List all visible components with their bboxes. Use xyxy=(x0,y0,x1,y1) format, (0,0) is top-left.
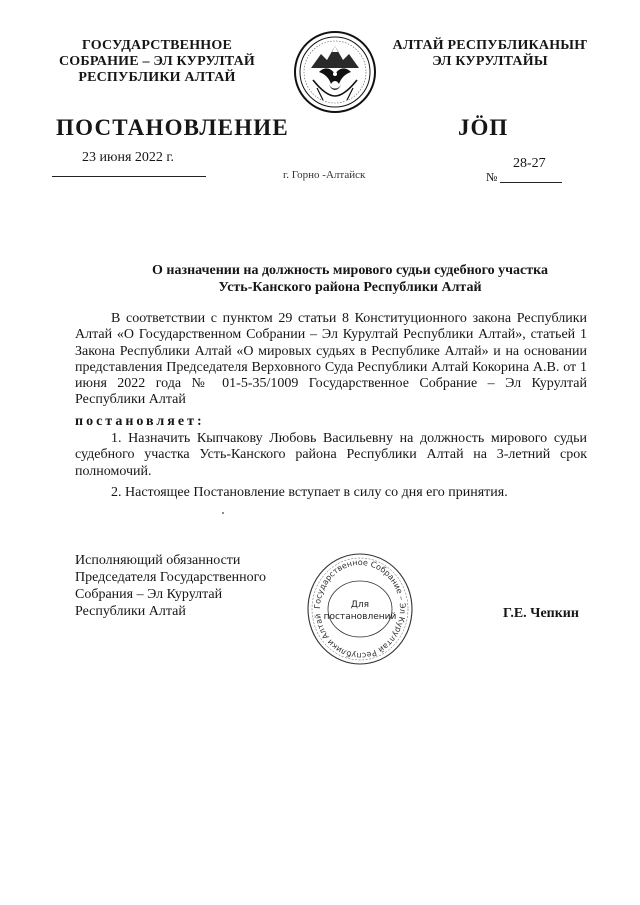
signatory-position xyxy=(75,552,266,620)
signatory-position-line: Республики Алтай xyxy=(75,604,186,619)
scan-speck xyxy=(222,512,224,514)
document-title-alt: JÖП xyxy=(458,115,509,140)
header-right-line: АЛТАЙ РЕСПУБЛИКАНЫҤ xyxy=(392,38,588,53)
number-label: № xyxy=(486,170,498,184)
header-left-organization xyxy=(48,38,266,86)
header-right-line: ЭЛ КУРУЛТАЙЫ xyxy=(432,54,548,69)
altai-coat-of-arms-icon xyxy=(293,30,377,114)
resolves-heading: постановляет: xyxy=(75,414,205,429)
signatory-position-line: Исполняющий обязанности xyxy=(75,553,241,568)
date-underline xyxy=(52,176,206,177)
signatory-name: Г.Е. Чепкин xyxy=(503,606,579,621)
subject-line: Усть-Канского района Республики Алтай xyxy=(218,280,482,295)
document-city: г. Горно -Алтайск xyxy=(283,169,366,181)
header-left-line: СОБРАНИЕ – ЭЛ КУРУЛТАЙ xyxy=(58,54,256,69)
document-title-ru: ПОСТАНОВЛЕНИЕ xyxy=(56,115,289,140)
stamp-ring-text: Государственное Собрание – Эл Курултай Республики Алтай xyxy=(312,557,408,661)
stamp-center-line: Для xyxy=(350,600,370,610)
document-number: 28-27 xyxy=(513,156,546,171)
header-left-line: ГОСУДАРСТВЕННОЕ xyxy=(82,38,232,53)
resolution-item-2: 2. Настоящее Постановление вступает в силу со дня его принятия. xyxy=(111,485,508,500)
document-date: 23 июня 2022 г. xyxy=(82,150,175,165)
header-right-organization xyxy=(385,38,595,70)
subject-line: О назначении на должность мирового судьи судебного участка xyxy=(152,263,548,278)
signatory-position-line: Председателя Государственного xyxy=(75,570,267,585)
header-left-line: РЕСПУБЛИКИ АЛТАЙ xyxy=(78,70,236,85)
document-subject xyxy=(100,262,600,296)
resolution-item-1: 1. Назначить Кыпчакову Любовь Васильевну на должность мирового судьи судебного участка Усть-Канского района Республики Алтай на 3-летний срок полномочий. xyxy=(75,431,587,479)
stamp-center-line: постановлений xyxy=(323,612,397,622)
number-underline xyxy=(500,182,562,183)
signatory-position-line: Собрания – Эл Курултай xyxy=(75,587,223,602)
preamble-paragraph: В соответствии с пунктом 29 статьи 8 Конституционного закона Республики Алтай «О Государственном Собрании – Эл Курултай Республики Алтай», статьей 1 Закона Республики Алтай «О мировых судьях в Республике Алтай» и на основании представления Председателя Верховного Суда Республики Алтай Кокорина А.В. от 1 июня 2022 года № 01-5-35/1009 Государственное Собрание – Эл Курултай Республики Алтай xyxy=(75,311,587,408)
official-stamp xyxy=(306,552,414,666)
